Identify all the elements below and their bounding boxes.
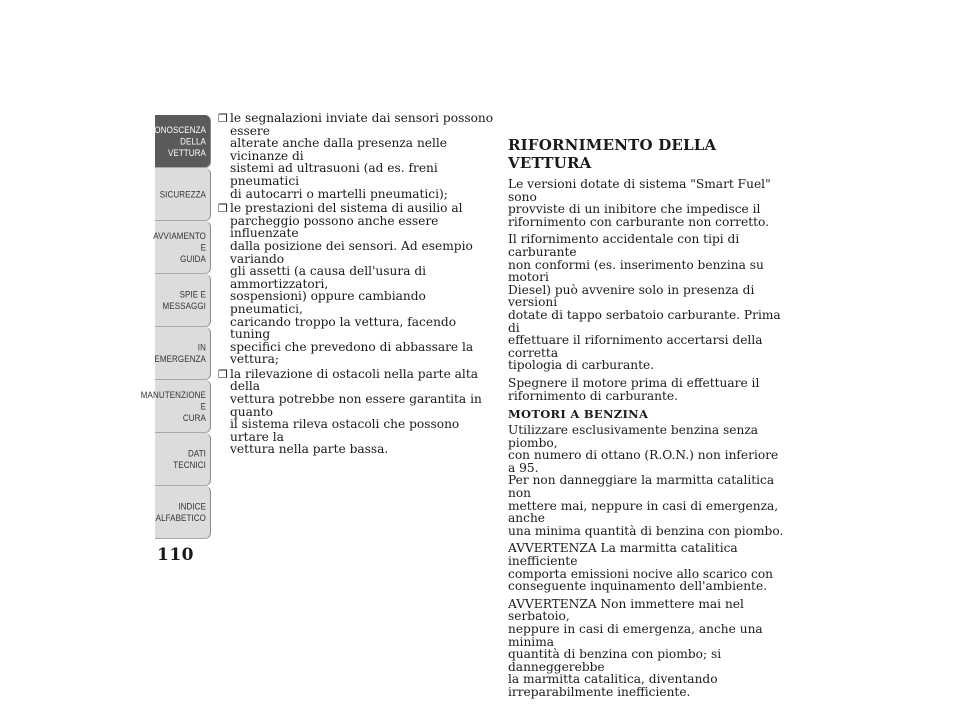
tab-label: INDICE ALFABETICO	[155, 501, 206, 523]
tab-label: AVVIAMENTO E GUIDA	[153, 230, 206, 264]
tab-label: MANUTENZIONE E CURA	[140, 389, 206, 423]
tab-conoscenza-della-vettura[interactable]	[148, 115, 211, 168]
tab-spie-e-messaggi[interactable]	[155, 274, 211, 327]
checkbox-bullet-icon: ❒	[218, 202, 228, 216]
bullet-text: la rilevazione di ostacoli nella parte alta della vettura potrebbe non essere garantita in quanto il sistema rileva ostacoli che possono urtare la vettura nella parte bassa.	[230, 366, 482, 457]
paragraph: Utilizzare esclusivamente benzina senza piombo, con numero di ottano (R.O.N.) non inferiore a 95. Per non danneggiare la marmitta catalitica non mettere mai, neppure in casi di emergenza, anche una minima quantità di benzina con piombo.	[508, 423, 784, 538]
left-column	[218, 112, 494, 458]
right-column	[508, 112, 784, 704]
tab-label: IN EMERGENZA	[154, 342, 206, 364]
tab-label: DATI TECNICI	[173, 448, 206, 470]
tab-label: SICUREZZA	[159, 188, 206, 200]
tab-sicurezza[interactable]	[155, 168, 211, 221]
subheading: MOTORI A BENZINA	[508, 407, 649, 422]
tab-avviamento-e-guida[interactable]	[155, 221, 211, 274]
warning-paragraph: AVVERTENZA Non immettere mai nel serbatoio, neppure in casi di emergenza, anche una minima quantità di benzina con piombo; si danneggerebbe la marmitta catalitica, diventando irreparabilmente inefficiente.	[508, 596, 763, 699]
paragraph: Il rifornimento accidentale con tipi di carburante non conformi (es. inserimento benzina su motori Diesel) può avvenire solo in presenza di versioni dotate di tappo serbatoio carburante. Prima di effettuare il rifornimento accertarsi della corretta tipologia di carburante.	[508, 232, 781, 373]
tab-label: CONOSCENZA DELLA VETTURA	[148, 124, 206, 158]
list-item	[218, 202, 494, 366]
paragraph: Le versioni dotate di sistema "Smart Fuel" sono provviste di un inibitore che impedisce il rifornimento con carburante non corretto.	[508, 177, 771, 229]
tab-manutenzione-e-cura[interactable]	[140, 380, 211, 433]
page-number: 110	[157, 545, 194, 565]
warning-paragraph: AVVERTENZA La marmitta catalitica inefficiente comporta emissioni nocive allo scarico con conseguente inquinamento dell'ambiente.	[508, 541, 774, 594]
tab-in-emergenza[interactable]	[155, 327, 211, 380]
list-item	[218, 112, 494, 200]
list-item	[218, 368, 494, 456]
tab-label: SPIE E MESSAGGI	[162, 289, 206, 311]
paragraph: Spegnere il motore prima di effettuare il rifornimento di carburante.	[508, 375, 760, 403]
section-title: RIFORNIMENTO DELLA VETTURA	[508, 136, 717, 172]
chapter-tabs	[140, 115, 211, 539]
tab-indice-alfabetico[interactable]	[155, 486, 211, 539]
bullet-text: le prestazioni del sistema di ausilio al parcheggio possono anche essere influenzate dalla posizione dei sensori. Ad esempio variando gli assetti (a causa dell'usura di ammortizzatori, sospensioni) oppure cambiando pneumatici, caricando troppo la vettura, facendo tuning specifici che prevedono di abbassare la vettura;	[230, 201, 474, 367]
checkbox-bullet-icon: ❒	[218, 112, 228, 125]
bullet-text: le segnalazioni inviate dai sensori possono essere alterate anche dalla presenza nelle vicinanze di sistemi ad ultrasuoni (ad es. freni pneumatici di autocarri o martelli pneumatici);	[230, 111, 494, 201]
checkbox-bullet-icon: ❒	[218, 367, 228, 381]
tab-dati-tecnici[interactable]	[155, 433, 211, 486]
